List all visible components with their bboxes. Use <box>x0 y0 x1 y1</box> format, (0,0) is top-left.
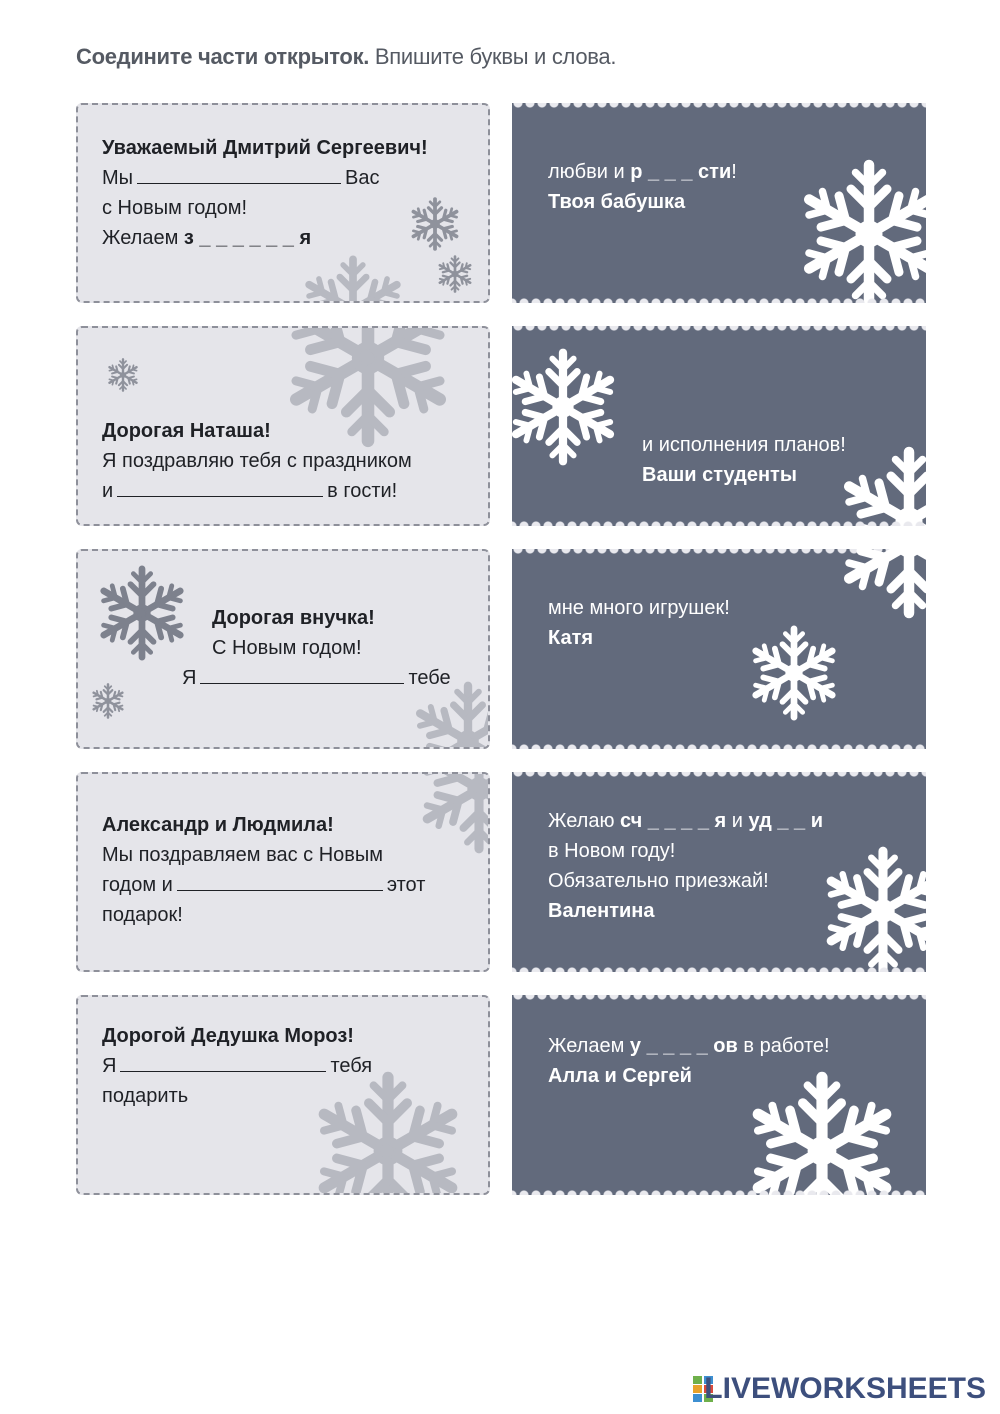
letter-blank[interactable]: уд _ _ и <box>748 810 824 832</box>
left-card-1 <box>76 103 490 303</box>
card-line: подарить <box>102 1085 189 1107</box>
letter-blank[interactable]: сч _ _ _ _ я <box>620 810 727 832</box>
snowflake-icon <box>106 358 140 392</box>
card-line: и в гости! <box>102 480 398 502</box>
left-card-4 <box>76 772 490 972</box>
card-signature: Твоя бабушка <box>548 191 686 213</box>
answer-blank[interactable] <box>117 478 323 497</box>
letter-blank[interactable]: з _ _ _ _ _ _ я <box>183 227 312 249</box>
left-card-2 <box>76 326 490 526</box>
right-card-4 <box>512 772 926 972</box>
answer-blank[interactable] <box>177 872 383 891</box>
card-line: с Новым годом! <box>102 197 248 219</box>
snowflake-icon <box>818 846 926 972</box>
snowflake-icon <box>298 255 408 303</box>
liveworksheets-logo[interactable]: LIVEWORKSHEETS <box>704 1372 986 1405</box>
card-line: годом и этот <box>102 874 426 896</box>
left-card-5 <box>76 995 490 1195</box>
right-card-3 <box>512 549 926 749</box>
card-line: любви и р _ _ _ сти! <box>548 161 737 183</box>
letter-blank[interactable]: у _ _ _ _ ов <box>629 1035 738 1057</box>
card-line: Мы поздравляем вас с Новым <box>102 844 384 866</box>
snowflake-icon <box>278 326 458 448</box>
card-line: в Новом году! <box>548 840 676 862</box>
card-signature: Валентина <box>548 900 655 922</box>
left-card-3 <box>76 549 490 749</box>
card-greeting: Дорогая внучка! <box>212 607 375 629</box>
right-card-5 <box>512 995 926 1195</box>
card-line: подарок! <box>102 904 183 926</box>
card-line: Обязательно приезжай! <box>548 870 769 892</box>
card-line: и исполнения планов! <box>642 434 846 456</box>
card-greeting: Дорогая Наташа! <box>102 420 271 442</box>
card-line: Желаем з _ _ _ _ _ _ я <box>102 227 312 249</box>
card-line: Я поздравляю тебя с праздником <box>102 450 412 472</box>
card-greeting: Дорогой Дедушка Мороз! <box>102 1025 354 1047</box>
snowflake-icon <box>794 159 926 303</box>
snowflake-icon <box>746 625 842 721</box>
letter-blank[interactable]: р _ _ _ сти <box>630 161 732 183</box>
card-line: Желаем у _ _ _ _ ов в работе! <box>548 1035 830 1057</box>
card-greeting: Александр и Людмила! <box>102 814 334 836</box>
card-signature: Ваши студенты <box>642 464 797 486</box>
snowflake-icon <box>742 1071 902 1195</box>
snowflake-icon <box>308 1071 468 1195</box>
right-card-2 <box>512 326 926 526</box>
card-greeting: Уважаемый Дмитрий Сергеевич! <box>102 137 428 159</box>
instruction-normal: Впишите буквы и слова. <box>374 44 617 69</box>
snowflake-icon <box>414 772 490 854</box>
card-signature: Алла и Сергей <box>548 1065 692 1087</box>
snowflake-icon <box>90 683 126 719</box>
answer-blank[interactable] <box>200 665 404 684</box>
card-line: С Новым годом! <box>212 637 362 659</box>
instruction-text <box>76 44 616 70</box>
answer-blank[interactable] <box>120 1053 326 1072</box>
card-line: Я тебе <box>182 667 451 689</box>
snowflake-icon <box>834 446 926 526</box>
card-line: Желаю сч _ _ _ _ я и уд _ _ и <box>548 810 824 832</box>
card-line: Мы Вас <box>102 167 380 189</box>
snowflake-icon <box>834 549 926 619</box>
snowflake-icon <box>436 255 474 293</box>
card-line: мне много игрушек! <box>548 597 730 619</box>
snowflake-icon <box>512 348 622 466</box>
answer-blank[interactable] <box>137 165 341 184</box>
card-line: Я тебя <box>102 1055 373 1077</box>
right-card-1 <box>512 103 926 303</box>
snowflake-icon <box>94 565 190 661</box>
instruction-bold: Соедините части открыток. <box>76 44 370 69</box>
snowflake-icon <box>408 197 462 251</box>
card-signature: Катя <box>548 627 594 649</box>
